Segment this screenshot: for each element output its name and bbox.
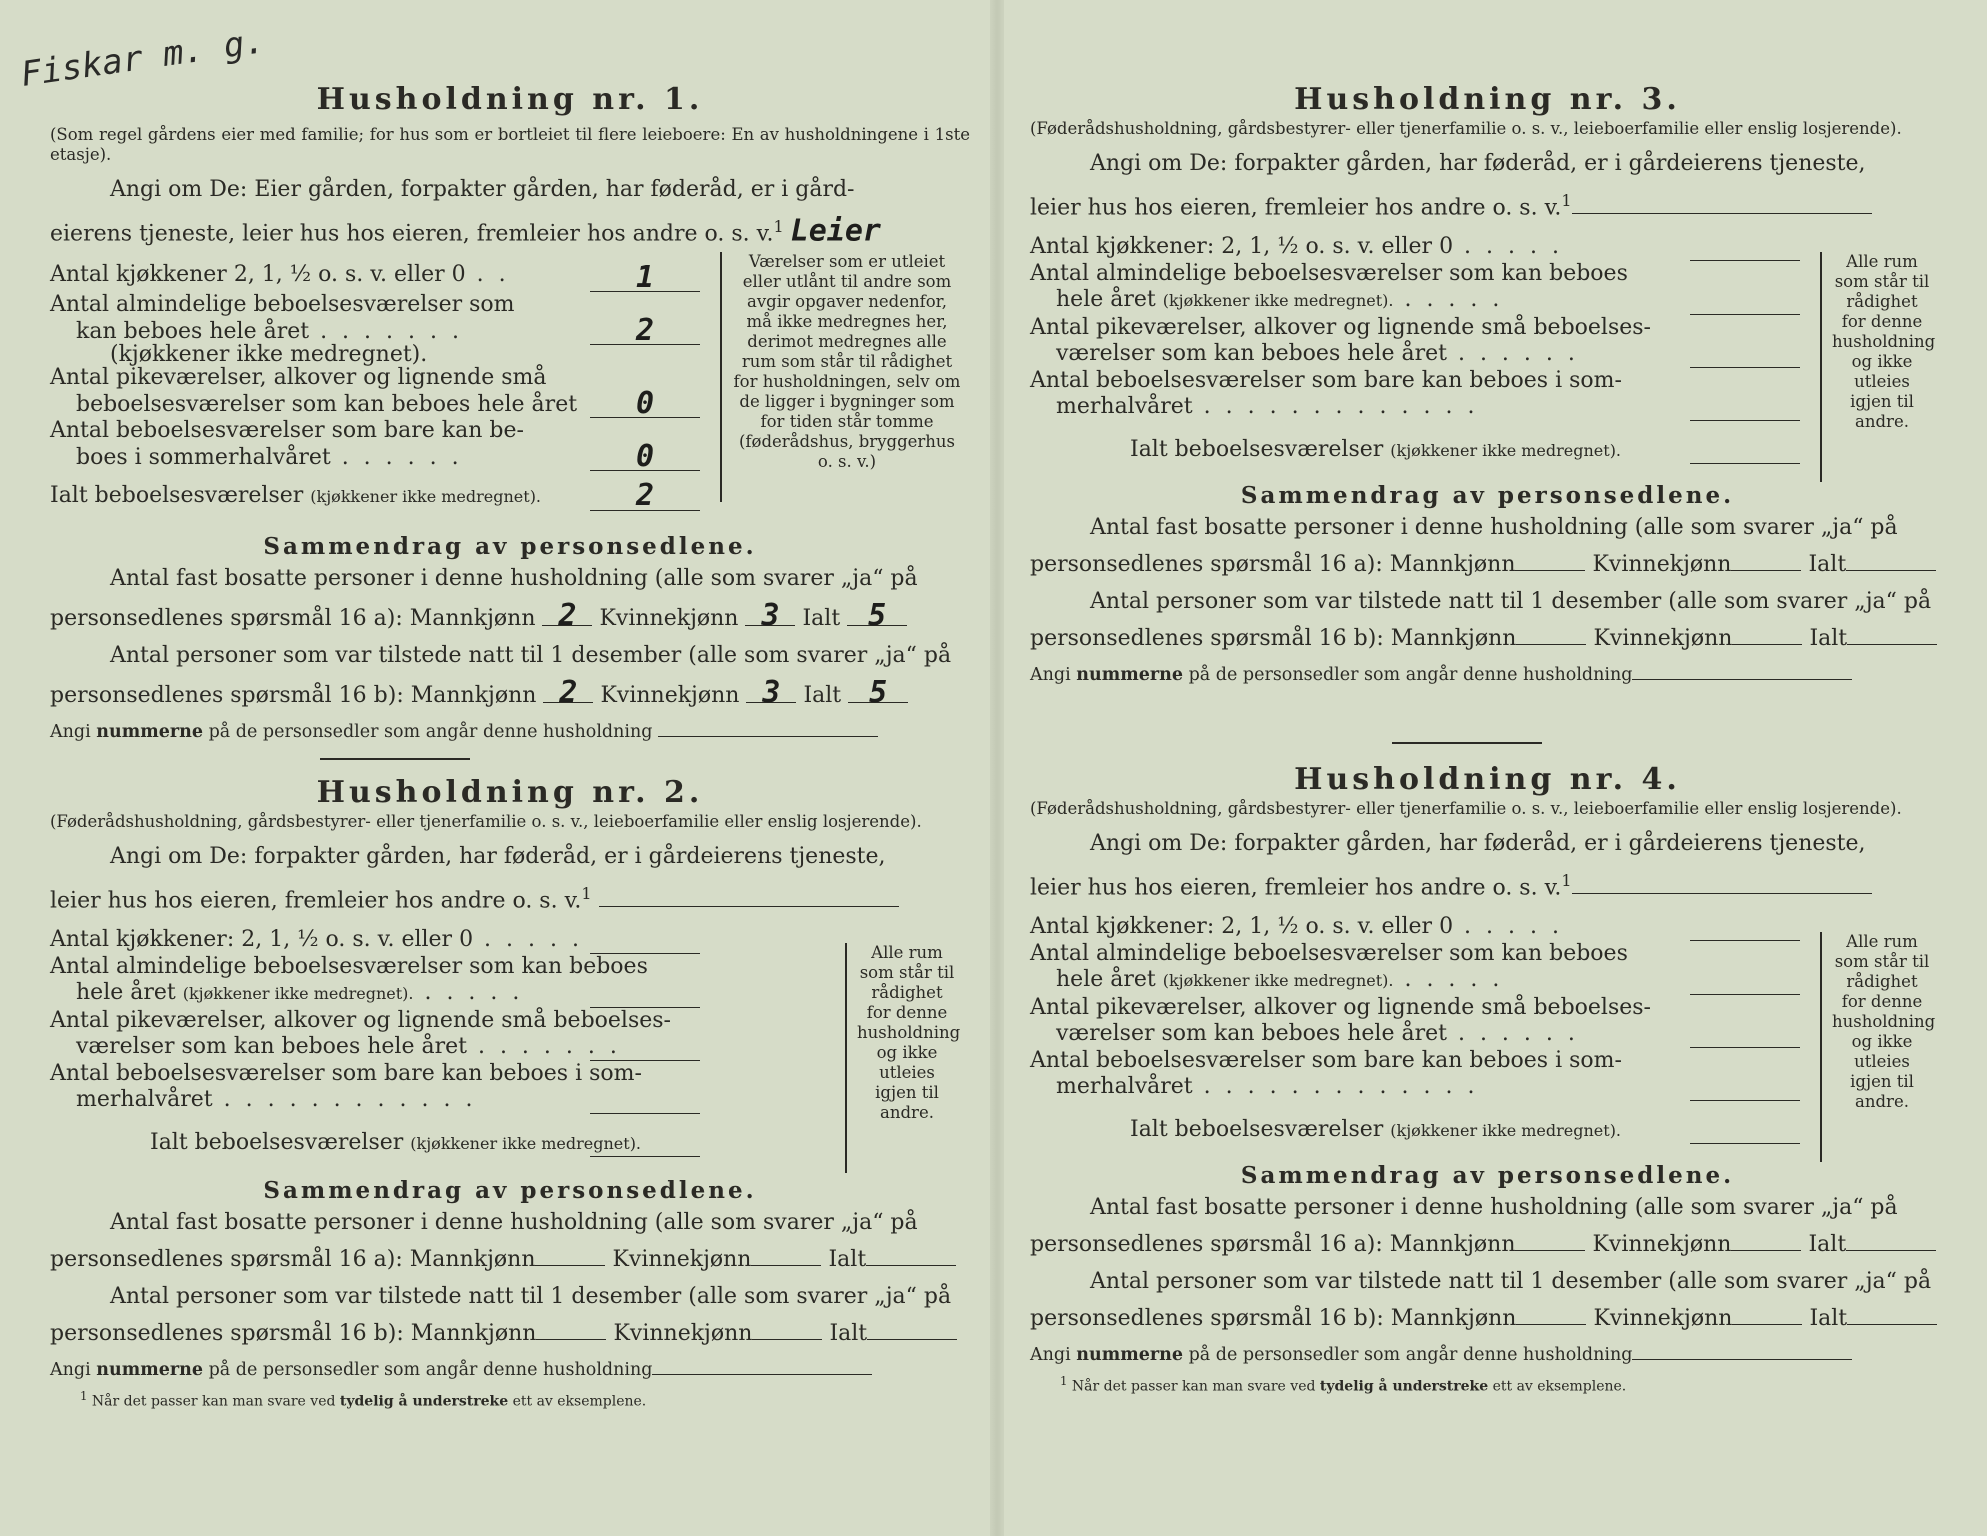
footnote-right: $^1$ Når det passer kan man svare ved tydelig å understreke ett av eksemplene. xyxy=(1060,1374,1627,1395)
h4-angi-answer[interactable] xyxy=(1572,879,1872,894)
16a-total[interactable]: 5 xyxy=(847,597,907,626)
household-1-note: (Som regel gårdens eier med familie; for hus som er bortleiet til flere leieboere: En av husholdningene i 1ste etasje). xyxy=(50,125,970,164)
summary-16b-row: personsedlenes spørsmål 16 b): Mannkjønn 2 Kvinnekjønn 3 Ialt 5 xyxy=(50,674,970,714)
16a-male[interactable]: 2 xyxy=(542,597,592,626)
household-4-side-note: Alle rum som står til rådighet for denne husholdning og ikke utleies igjen til andre. xyxy=(1820,932,1932,1162)
h2-summer-value[interactable] xyxy=(590,1093,700,1114)
h3-16b-male[interactable] xyxy=(1516,630,1586,645)
household-3-side-note: Alle rum som står til rådighet for denne husholdning og ikke utleies igjen til andre. xyxy=(1820,252,1932,482)
household-1-numbers-row: Angi nummerne på de personsedler som angår denne husholdning xyxy=(50,714,970,751)
h2-16b-total[interactable] xyxy=(867,1325,957,1340)
h4-16a-female[interactable] xyxy=(1731,1236,1801,1251)
kitchens-value[interactable]: 1 xyxy=(590,265,700,293)
h4-summer-value[interactable] xyxy=(1690,1080,1800,1101)
h2-16b-female[interactable] xyxy=(752,1325,822,1340)
separator xyxy=(1392,742,1542,744)
kitchens-row: Antal kjøkkener 2, 1, ½ o. s. v. eller 0 . . 1 xyxy=(50,262,700,292)
left-page xyxy=(50,0,970,1536)
handwritten-annotation: Fiskar m. g. xyxy=(18,21,268,95)
h2-16a-total[interactable] xyxy=(866,1251,956,1266)
h3-16b-female[interactable] xyxy=(1732,630,1802,645)
household-1 xyxy=(50,82,970,751)
household-3-summary: Sammendrag av personsedlene. Antal fast bosatte personer i denne husholdning (alle som svarer „ja“ på personsedlenes spørsmål 16 a): Mannkjønn Kvinnekjønn Ialt Antal personer som var tilstede natt til 1 desember (alle som svarer „ja“ på personsedlenes spørsmål 16 b): Mannkjønn Kvinnekjønn Ialt Angi nummerne på de personsedler som angår denne husholdning xyxy=(1030,482,1945,694)
household-2: Husholdning nr. 2. (Føderådshusholdning, gårdsbestyrer- eller tjenerfamilie o. s. v., leieboerfamilie eller enslig losjerende). Angi om De: forpakter gården, har føderåd, er i gårdeierens tjeneste, leier hus hos eieren, fremleier hos andre o. s. v.$^1$ Antal kjøkkener: 2, 1, ½ o. s. v. eller 0 . . . . . Antal almindelige beboelsesværelser som kan beboes hele året (kjøkkener ikke medregnet). . . . . . Antal pikeværelser, alkover og lignende små beboelses- værelser som kan beboes hele året . . . . . . . Antal beboelsesværelser som bare kan beboes i som- merhalvåret . . . . . . . . . . . . Ialt beboelsesværelser (kjøkkener ikke medregnet). Alle rum som står til rådighet for denne husholdning og ikke utleies igjen til andre. Sammendrag av personsedlene. Antal fast bosatte personer i denne husholdning (alle som svarer „ja“ på personsedlenes spørsmål 16 a): Mannkjønn Kvinnekjønn Ialt Antal personer som var tilstede natt til 1 desember (alle som svarer „ja“ på personsedlenes spørsmål 16 b): Mannkjønn Kvinnekjønn Ialt Angi nummerne på de personsedler som angår denne husholdning $^1$ Når det passer kan man svare ved tydelig å understreke ett av eksemplene. xyxy=(50,775,970,1410)
household-2-angi-answer[interactable] xyxy=(599,892,899,907)
h2-small-value[interactable] xyxy=(590,1040,700,1061)
h4-ordinary-value[interactable] xyxy=(1690,974,1800,995)
household-3-rooms: Antal kjøkkener: 2, 1, ½ o. s. v. eller 0 . . . . . Antal almindelige beboelsesværelser som kan beboes hele året (kjøkkener ikke medregnet). . . . . . Antal pikeværelser, alkover og lignende små beboelses- værelser som kan beboes hele året . . . . . . Antal beboelsesværelser som bare kan beboes i som- merhalvåret . . . . . . . . . . . . . Ialt beboelsesværelser (kjøkkener ikke medregnet). xyxy=(1030,234,1800,464)
h4-16b-total[interactable] xyxy=(1847,1310,1937,1325)
h2-numbers-value[interactable] xyxy=(652,1360,872,1375)
h2-16a-male[interactable] xyxy=(535,1251,605,1266)
household-2-side-note: Alle rum som står til rådighet for denne husholdning og ikke utleies igjen til andre. xyxy=(845,943,957,1173)
household-1-side-note: Værelser som er utleiet eller utlånt til andre som avgir opgaver nedenfor, må ikke medregnes her, derimot medregnes alle rum som står til rådighet for husholdningen, selv om de ligger i bygninger som for tiden står tomme (føderådshus, bryggerhus o. s. v.) xyxy=(720,252,962,502)
h4-kitchens-value[interactable] xyxy=(1690,920,1800,941)
h4-numbers-value[interactable] xyxy=(1632,1345,1852,1360)
small-rooms-value[interactable]: 0 xyxy=(590,391,700,419)
h3-16a-female[interactable] xyxy=(1731,556,1801,571)
h3-angi-answer[interactable] xyxy=(1572,199,1872,214)
household-1-angi-line2: eierens tjeneste, leier hus hos eieren, fremleier hos andre o. s. v.$^1$ Leier xyxy=(50,213,881,249)
h3-kitchens-value[interactable] xyxy=(1690,240,1800,261)
household-2-summary: Sammendrag av personsedlene. Antal fast bosatte personer i denne husholdning (alle som svarer „ja“ på personsedlenes spørsmål 16 a): Mannkjønn Kvinnekjønn Ialt Antal personer som var tilstede natt til 1 desember (alle som svarer „ja“ på personsedlenes spørsmål 16 b): Mannkjønn Kvinnekjønn Ialt Angi nummerne på de personsedler som angår denne husholdning $^1$ Når det passer kan man svare ved tydelig å understreke ett av eksemplene. xyxy=(50,1177,970,1410)
h2-ordinary-value[interactable] xyxy=(590,987,700,1008)
total-rooms-row: Ialt beboelsesværelser (kjøkkener ikke medregnet). 2 xyxy=(50,483,700,511)
h2-16b-male[interactable] xyxy=(536,1325,606,1340)
household-4-rooms: Antal kjøkkener: 2, 1, ½ o. s. v. eller 0 . . . . . Antal almindelige beboelsesværelser som kan beboes hele året (kjøkkener ikke medregnet). . . . . . Antal pikeværelser, alkover og lignende små beboelses- værelser som kan beboes hele året . . . . . . Antal beboelsesværelser som bare kan beboes i som- merhalvåret . . . . . . . . . . . . . Ialt beboelsesværelser (kjøkkener ikke medregnet). xyxy=(1030,914,1800,1144)
h4-16a-male[interactable] xyxy=(1515,1236,1585,1251)
summer-rooms-row: boes i sommerhalvåret . . . . . . 0 xyxy=(50,445,700,472)
household-4: Husholdning nr. 4. (Føderådshusholdning, gårdsbestyrer- eller tjenerfamilie o. s. v., leieboerfamilie eller enslig losjerende). Angi om De: forpakter gården, har føderåd, er i gårdeierens tjeneste, leier hus hos eieren, fremleier hos andre o. s. v.$^1$ Antal kjøkkener: 2, 1, ½ o. s. v. eller 0 . . . . . Antal almindelige beboelsesværelser som kan beboes hele året (kjøkkener ikke medregnet). . . . . . Antal pikeværelser, alkover og lignende små beboelses- værelser som kan beboes hele året . . . . . . Antal beboelsesværelser som bare kan beboes i som- merhalvåret . . . . . . . . . . . . . Ialt beboelsesværelser (kjøkkener ikke medregnet). Alle rum som står til rådighet for denne husholdning og ikke utleies igjen til andre. Sammendrag av personsedlene. Antal fast bosatte personer i denne husholdning (alle som svarer „ja“ på personsedlenes spørsmål 16 a): Mannkjønn Kvinnekjønn Ialt Antal personer som var tilstede natt til 1 desember (alle som svarer „ja“ på personsedlenes spørsmål 16 b): Mannkjønn Kvinnekjønn Ialt Angi nummerne på de personsedler som angår denne husholdning $^1$ Når det passer kan man svare ved tydelig å understreke ett av eksemplene. xyxy=(1030,762,1945,1395)
household-4-summary: Sammendrag av personsedlene. Antal fast bosatte personer i denne husholdning (alle som svarer „ja“ på personsedlenes spørsmål 16 a): Mannkjønn Kvinnekjønn Ialt Antal personer som var tilstede natt til 1 desember (alle som svarer „ja“ på personsedlenes spørsmål 16 b): Mannkjønn Kvinnekjønn Ialt Angi nummerne på de personsedler som angår denne husholdning $^1$ Når det passer kan man svare ved tydelig å understreke ett av eksemplene. xyxy=(1030,1162,1945,1395)
right-page xyxy=(1030,0,1945,1536)
h2-16a-female[interactable] xyxy=(751,1251,821,1266)
h3-16a-total[interactable] xyxy=(1846,556,1936,571)
h2-total-value[interactable] xyxy=(590,1136,700,1157)
household-1-angi-line1: Angi om De: Eier gården, forpakter gården, har føderåd, er i gård- xyxy=(110,177,855,202)
h3-16a-male[interactable] xyxy=(1515,556,1585,571)
summary-16a-row: personsedlenes spørsmål 16 a): Mannkjønn 2 Kvinnekjønn 3 Ialt 5 xyxy=(50,597,970,637)
h2-kitchens-value[interactable] xyxy=(590,933,700,954)
summer-rooms-value[interactable]: 0 xyxy=(590,444,700,472)
household-1-numbers-value[interactable] xyxy=(658,722,878,737)
footnote-left: $^1$ Når det passer kan man svare ved tydelig å understreke ett av eksemplene. xyxy=(80,1389,647,1410)
household-1-summary: Sammendrag av personsedlene. Antal fast bosatte personer i denne husholdning (alle som svarer „ja“ på personsedlenes spørsmål 16 a): Mannkjønn 2 Kvinnekjønn 3 Ialt 5 Antal personer som var tilstede natt til 1 desember (alle som svarer „ja“ på personsedlenes spørsmål 16 b): Mannkjønn 2 Kvinnekjønn 3 Ialt 5 Angi nummerne på de personsedler som angår denne husholdning xyxy=(50,533,970,751)
h3-total-value[interactable] xyxy=(1690,443,1800,464)
page-fold xyxy=(990,0,1004,1536)
h4-small-value[interactable] xyxy=(1690,1027,1800,1048)
total-rooms-value[interactable]: 2 xyxy=(590,483,700,511)
small-rooms-row: beboelsesværelser som kan beboes hele året 0 xyxy=(50,392,700,419)
household-2-rooms: Antal kjøkkener: 2, 1, ½ o. s. v. eller 0 . . . . . Antal almindelige beboelsesværelser som kan beboes hele året (kjøkkener ikke medregnet). . . . . . Antal pikeværelser, alkover og lignende små beboelses- værelser som kan beboes hele året . . . . . . . Antal beboelsesværelser som bare kan beboes i som- merhalvåret . . . . . . . . . . . . Ialt beboelsesværelser (kjøkkener ikke medregnet). xyxy=(50,927,700,1157)
16b-male[interactable]: 2 xyxy=(543,674,593,703)
16b-total[interactable]: 5 xyxy=(848,674,908,703)
h4-16b-female[interactable] xyxy=(1732,1310,1802,1325)
household-1-title: Husholdning nr. 1. xyxy=(316,82,704,117)
h3-small-value[interactable] xyxy=(1690,347,1800,368)
h4-16a-total[interactable] xyxy=(1846,1236,1936,1251)
16b-female[interactable]: 3 xyxy=(746,674,796,703)
h3-16b-total[interactable] xyxy=(1847,630,1937,645)
household-3: Husholdning nr. 3. (Føderådshusholdning, gårdsbestyrer- eller tjenerfamilie o. s. v., leieboerfamilie eller enslig losjerende). Angi om De: forpakter gården, har føderåd, er i gårdeierens tjeneste, leier hus hos eieren, fremleier hos andre o. s. v.$^1$ Antal kjøkkener: 2, 1, ½ o. s. v. eller 0 . . . . . Antal almindelige beboelsesværelser som kan beboes hele året (kjøkkener ikke medregnet). . . . . . Antal pikeværelser, alkover og lignende små beboelses- værelser som kan beboes hele året . . . . . . Antal beboelsesværelser som bare kan beboes i som- merhalvåret . . . . . . . . . . . . . Ialt beboelsesværelser (kjøkkener ikke medregnet). Alle rum som står til rådighet for denne husholdning og ikke utleies igjen til andre. Sammendrag av personsedlene. Antal fast bosatte personer i denne husholdning (alle som svarer „ja“ på personsedlenes spørsmål 16 a): Mannkjønn Kvinnekjønn Ialt Antal personer som var tilstede natt til 1 desember (alle som svarer „ja“ på personsedlenes spørsmål 16 b): Mannkjønn Kvinnekjønn Ialt Angi nummerne på de personsedler som angår denne husholdning xyxy=(1030,82,1945,694)
ordinary-rooms-value[interactable]: 2 xyxy=(590,318,700,346)
h4-16b-male[interactable] xyxy=(1516,1310,1586,1325)
ordinary-rooms-row: kan beboes hele året . . . . . . . 2 xyxy=(50,319,700,346)
h4-total-value[interactable] xyxy=(1690,1123,1800,1144)
h3-numbers-value[interactable] xyxy=(1632,665,1852,680)
household-1-angi-answer[interactable]: Leier xyxy=(790,213,881,249)
household-1-rooms: Antal kjøkkener 2, 1, ½ o. s. v. eller 0 . . 1 Antal almindelige beboelsesværelser som kan beboes hele året . . . . . . . 2 (kjøkkener ikke medregnet). Antal pikeværelser, alkover og lignende små beboelsesværelser som kan beboes hele året 0 Antal beboelsesværelser som bare kan be- boes i sommerhalvåret . . . . . . 0 Ialt beboelsesværelser (kjøkkener ikke medregnet). 2 xyxy=(50,262,700,511)
16a-female[interactable]: 3 xyxy=(745,597,795,626)
separator xyxy=(320,758,470,760)
h3-ordinary-value[interactable] xyxy=(1690,294,1800,315)
h3-summer-value[interactable] xyxy=(1690,400,1800,421)
